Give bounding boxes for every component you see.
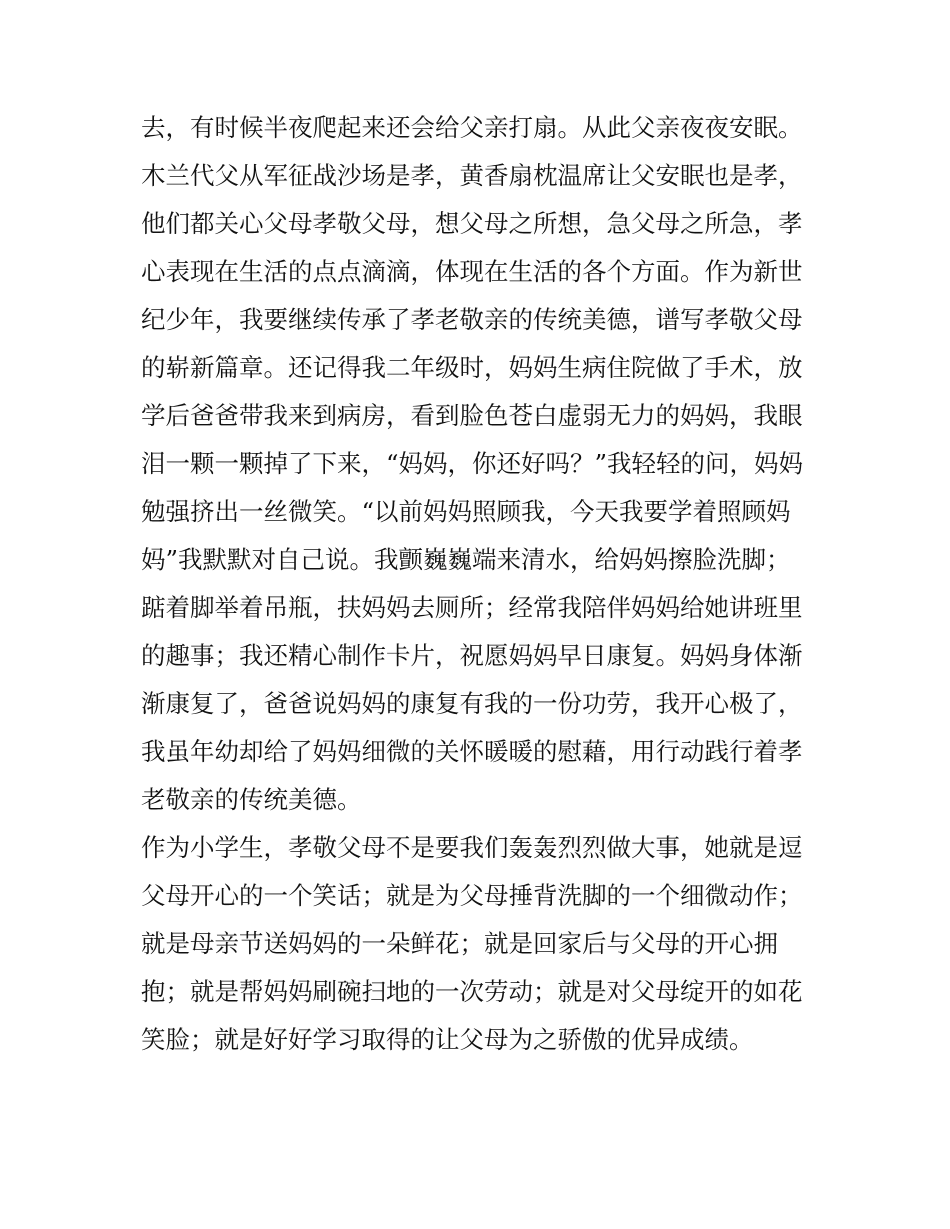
text-line: 作为小学生，孝敬父母不是要我们轰轰烈烈做大事，她就是逗 <box>141 833 803 862</box>
text-line: 心表现在生活的点点滴滴，体现在生活的各个方面。作为新世 <box>141 257 803 286</box>
text-line: 笑脸；就是好好学习取得的让父母为之骄傲的优异成绩。 <box>141 1025 754 1054</box>
text-line: 他们都关心父母孝敬父母，想父母之所想，急父母之所急，孝 <box>141 209 803 238</box>
text-line: 渐康复了，爸爸说妈妈的康复有我的一份功劳，我开心极了， <box>141 689 803 718</box>
text-line: 学后爸爸带我来到病房，看到脸色苍白虚弱无力的妈妈，我眼 <box>141 401 803 430</box>
text-line: 我虽年幼却给了妈妈细微的关怀暖暖的慰藉，用行动践行着孝 <box>141 737 803 766</box>
text-line: 父母开心的一个笑话；就是为父母捶背洗脚的一个细微动作； <box>141 881 803 910</box>
text-line: 抱；就是帮妈妈刷碗扫地的一次劳动；就是对父母绽开的如花 <box>141 977 803 1006</box>
text-line: 妈”我默默对自己说。我颤巍巍端来清水，给妈妈擦脸洗脚； <box>141 545 791 574</box>
text-line: 去，有时候半夜爬起来还会给父亲打扇。从此父亲夜夜安眠。 <box>141 113 803 142</box>
text-line: 的趣事；我还精心制作卡片，祝愿妈妈早日康复。妈妈身体渐 <box>141 641 803 670</box>
text-line: 的崭新篇章。还记得我二年级时，妈妈生病住院做了手术，放 <box>141 353 803 382</box>
text-line: 纪少年，我要继续传承了孝老敬亲的传统美德，谱写孝敬父母 <box>141 305 803 334</box>
text-line: 木兰代父从军征战沙场是孝，黄香扇枕温席让父安眠也是孝， <box>141 161 803 190</box>
text-line: 泪一颗一颗掉了下来，“妈妈，你还好吗？”我轻轻的问，妈妈 <box>141 449 804 478</box>
text-line: 老敬亲的传统美德。 <box>141 785 362 814</box>
text-line: 勉强挤出一丝微笑。“以前妈妈照顾我，今天我要学着照顾妈 <box>141 497 791 526</box>
body-text <box>141 104 813 1064</box>
text-line: 就是母亲节送妈妈的一朵鲜花；就是回家后与父母的开心拥 <box>141 929 778 958</box>
text-line: 踮着脚举着吊瓶，扶妈妈去厕所；经常我陪伴妈妈给她讲班里 <box>141 593 803 622</box>
